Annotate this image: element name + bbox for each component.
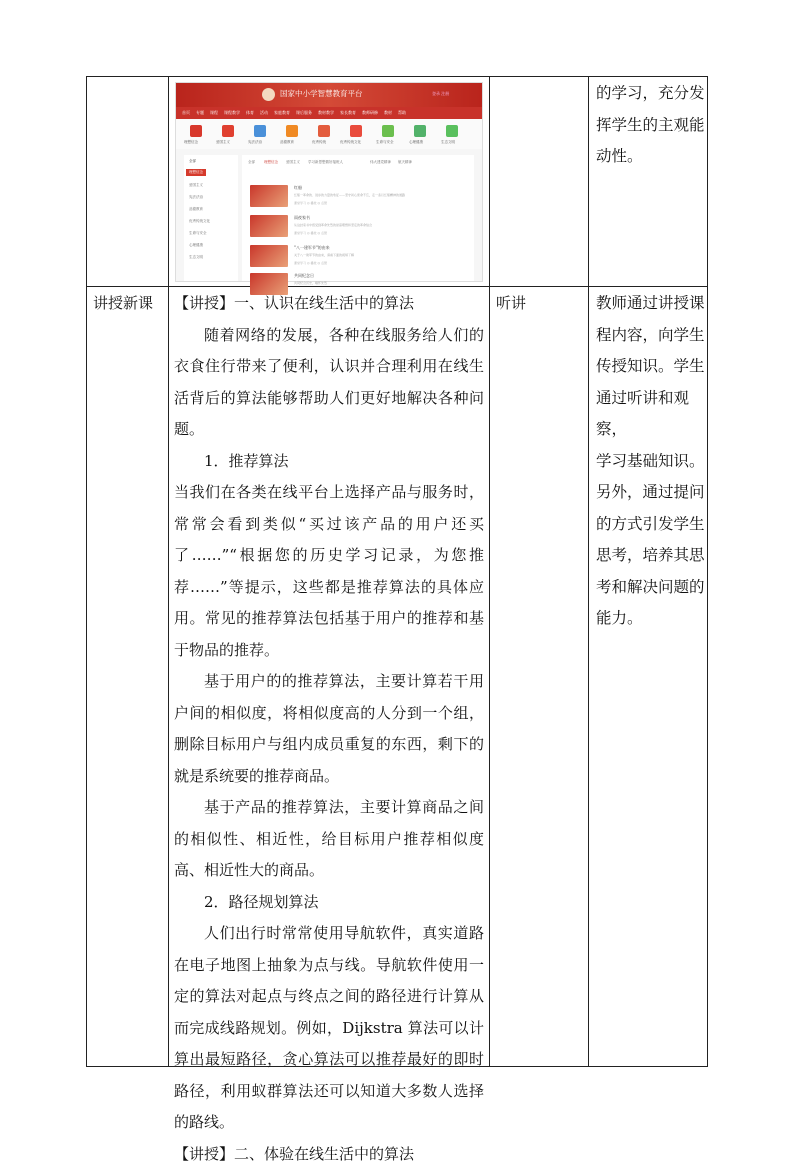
item-thumbnail (250, 215, 288, 237)
paragraph: 基于用户的的推荐算法，主要计算若干用户间的相似度，将相似度高的人分到一个组，删除目标用户与组内成员重复的东西，剩下的就是系统要的推荐商品。 (174, 666, 484, 792)
nav-item: 帮助 (398, 110, 406, 116)
nav-item: 活动 (260, 110, 268, 116)
lecture-content (174, 288, 484, 1170)
virtue-icon (286, 125, 298, 137)
text-line: 考和解决问题的 (596, 572, 706, 604)
sidebar-item: 品德教育 (189, 207, 203, 212)
icon-label: 理想信念 (184, 140, 198, 145)
row1-objective-text (596, 78, 706, 173)
paragraph: 当我们在各类在线平台上选择产品与服务时，常常会看到类似“买过该产品的用户还买了……”“根据您的历史学习记录，为您推荐……”等提示，这些都是推荐算法的具体应用。常见的推荐算法包括基于用户的推荐和基于物品的推荐。 (174, 477, 484, 666)
text-line: 挥学生的主观能 (596, 110, 706, 142)
icon-label: 宪法法治 (248, 140, 262, 145)
paragraph: 随着网络的发展，各种在线服务给人们的衣食住行带来了便利，认识并合理利用在线生活背后的算法能够帮助人们更好地解决各种问题。 (174, 320, 484, 446)
screenshot-nav (176, 107, 482, 119)
paragraph: 基于产品的推荐算法，主要计算商品之间的相似性、相近性，给目标用户推荐相似度高、相近性大的商品。 (174, 792, 484, 887)
text-line: 的学习，充分发 (596, 78, 706, 110)
item-desc: 从这封家书中感受到革命先烈的崇高理想和坚定的革命信念 (294, 223, 372, 227)
party-icon (190, 125, 202, 137)
platform-logo-icon (262, 88, 275, 101)
text-line: 通过听讲和观察， (596, 383, 706, 446)
subheading: 2．路径规划算法 (174, 887, 484, 919)
screenshot-icon-row (176, 119, 482, 149)
icon-label: 优秀传统文化 (340, 140, 361, 145)
text-line: 学习基础知识。 (596, 446, 706, 478)
item-thumbnail (250, 185, 288, 207)
flag-icon (222, 125, 234, 137)
nav-item: 课后服务 (296, 110, 312, 116)
screenshot-banner (176, 83, 482, 107)
tab: 学习新思想做好接班人 (308, 160, 343, 165)
nav-item: 教材 (384, 110, 392, 116)
nav-item: 课程教学 (224, 110, 240, 116)
col-divider-1 (168, 76, 169, 1067)
tab: 理想信念 (264, 160, 278, 165)
icon-label: 生态文明 (441, 140, 455, 145)
nav-item: 首页 (182, 110, 190, 116)
nav-item: 课程 (210, 110, 218, 116)
text-line: 传授知识。学生 (596, 351, 706, 383)
nav-item: 专题 (196, 110, 204, 116)
sidebar-item: 心理健康 (189, 243, 203, 248)
table-right-border (707, 76, 708, 1067)
tab: 伟大建党精神 (370, 160, 391, 165)
paragraph: 人们出行时常常使用导航软件，真实道路在电子地图上抽象为点与线。导航软件使用一定的算法对起点与终点之间的路径进行计算从而完成线路规划。例如，Dijkstra 算法可以计算出最短路径，贪心算法可以推荐最好的即时路径，利用蚁群算法还可以知道大多数人选择的路线。 (174, 918, 484, 1139)
sidebar-title: 全部 (189, 159, 196, 164)
item-meta: 课堂学习 ◎ 播放 ◎ 点赞 (294, 201, 327, 205)
item-meta: 课堂学习 ◎ 播放 ◎ 点赞 (294, 231, 327, 235)
item-desc: 共同纪念历史，缅怀先烈 (294, 281, 327, 285)
screenshot-content (242, 155, 474, 281)
content-item (250, 185, 470, 213)
col-divider-2 (489, 76, 490, 1067)
section-heading: 【讲授】一、认识在线生活中的算法 (174, 288, 484, 320)
icon-label: 爱国主义 (216, 140, 230, 145)
tab: 全部 (248, 160, 255, 165)
sidebar-item: 理想信念 (186, 169, 206, 176)
safety-icon (382, 125, 394, 137)
table-left-border (86, 76, 87, 1067)
item-title: "八一建军节"的由来 (294, 245, 330, 251)
sidebar-item: 生命与安全 (189, 231, 207, 236)
icon-label: 心理健康 (409, 140, 423, 145)
sidebar-item: 优秀传统文化 (189, 219, 210, 224)
culture-icon (350, 125, 362, 137)
icon-label: 品德教育 (280, 140, 294, 145)
screenshot-sidebar (184, 155, 238, 281)
nav-item: 教师研修 (362, 110, 378, 116)
item-thumbnail (250, 245, 288, 267)
section-heading: 【讲授】二、体验在线生活中的算法 (174, 1139, 484, 1170)
item-title: 共同纪念日 (294, 273, 314, 279)
tab: 航天精神 (398, 160, 412, 165)
subheading: 1．推荐算法 (174, 446, 484, 478)
platform-screenshot (175, 82, 483, 282)
student-activity: 听讲 (496, 288, 584, 320)
text-line: 另外，通过提问 (596, 477, 706, 509)
text-line: 的方式引发学生 (596, 509, 706, 541)
tab: 爱国主义 (286, 160, 300, 165)
text-line: 程内容，向学生 (596, 320, 706, 352)
sidebar-item: 宪法法治 (189, 195, 203, 200)
item-meta: 课堂学习 ◎ 播放 ◎ 点赞 (294, 261, 327, 265)
screenshot-title: 国家中小学智慧教育平台 (280, 88, 363, 99)
stage-label: 讲授新课 (93, 288, 165, 320)
icon-label: 生命与安全 (376, 140, 394, 145)
text-line: 教师通过讲授课 (596, 288, 706, 320)
content-item (250, 215, 470, 243)
text-line: 能力。 (596, 603, 706, 635)
design-intent (596, 288, 706, 635)
text-line: 动性。 (596, 141, 706, 173)
nav-item: 家庭教育 (274, 110, 290, 116)
item-desc: 红船一革命的、进步的力量的象征——坚守初心使命不忘，走一条以红船精神的道路 (294, 193, 405, 197)
nav-item: 体育 (246, 110, 254, 116)
icon-label: 优秀传统 (312, 140, 326, 145)
item-desc: 关于八一建军节的由来，请看下面的视频了解 (294, 253, 354, 257)
content-item (250, 245, 470, 273)
nav-item: 家长教育 (340, 110, 356, 116)
item-title: 红船 (294, 185, 302, 191)
law-icon (254, 125, 266, 137)
item-title: 雨夜家书 (294, 215, 310, 221)
text-line: 思考，培养其思 (596, 540, 706, 572)
col-divider-3 (588, 76, 589, 1067)
tradition-icon (318, 125, 330, 137)
mental-health-icon (414, 125, 426, 137)
sidebar-item: 生态文明 (189, 255, 203, 260)
sidebar-item: 爱国主义 (189, 183, 203, 188)
screenshot-login: 登录 注册 (432, 91, 449, 97)
nav-item: 教材教学 (318, 110, 334, 116)
ecology-icon (446, 125, 458, 137)
table-top-border (86, 76, 708, 77)
